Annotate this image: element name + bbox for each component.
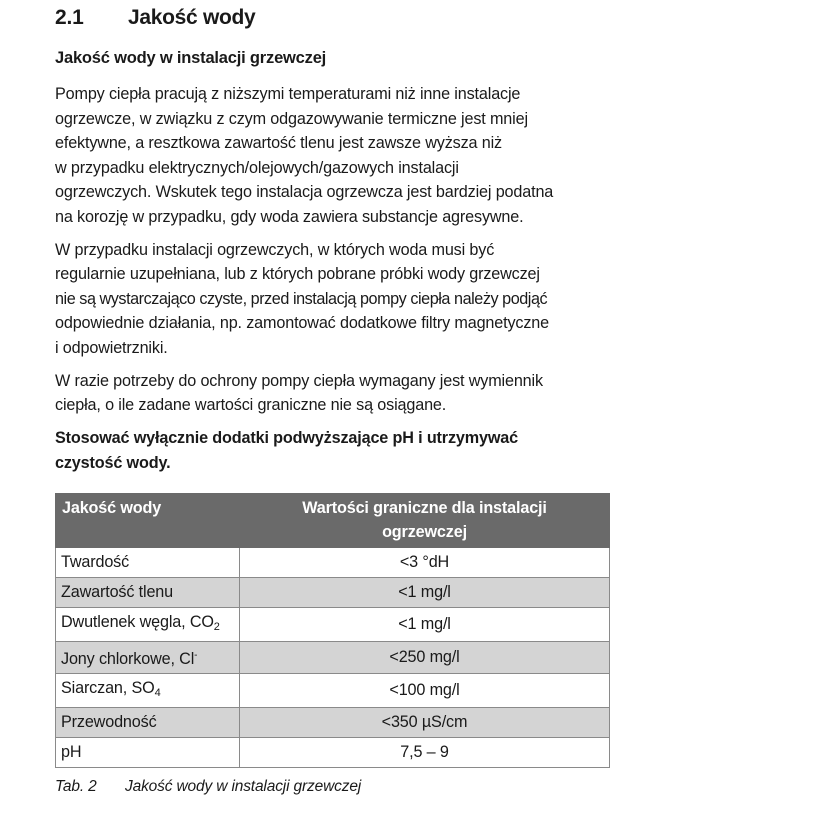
paragraph-line: ogrzewcze, w związku z czym odgazowywanie termiczne jest mniej [55, 109, 528, 128]
header-water-quality: Jakość wody [56, 493, 240, 547]
section-title: Jakość wody [128, 6, 256, 29]
subscript: 2 [213, 620, 220, 633]
paragraph-line: w przypadku elektrycznych/olejowych/gazowych instalacji [55, 158, 459, 177]
row-value: <250 mg/l [240, 641, 610, 673]
paragraph-line: efektywne, a resztkowa zawartość tlenu jest zawsze wyższa niż [55, 134, 502, 153]
header-limit-line-1: Wartości graniczne dla instalacji [302, 498, 547, 517]
parameter-text: Dwutlenek węgla, CO [61, 612, 214, 631]
paragraph-line: ciepła, o ile zadane wartości graniczne nie są osiągane. [55, 396, 447, 415]
section-heading [55, 6, 615, 38]
table-header-row [56, 493, 610, 547]
caption-label: Tab. 2 [55, 777, 97, 795]
header-limit-values [240, 493, 610, 547]
table-row [56, 673, 610, 707]
row-parameter [56, 641, 240, 673]
parameter-text: Jony chlorkowe, Cl [61, 649, 195, 668]
table-row [56, 641, 610, 673]
header-limit-line-2: ogrzewczej [382, 522, 467, 541]
paragraph-line: ogrzewczych. Wskutek tego instalacja ogrzewcza jest bardziej podatna [55, 183, 554, 202]
row-value: <1 mg/l [240, 607, 610, 641]
row-value: <3 °dH [240, 547, 610, 577]
parameter-text: Siarczan, SO [61, 678, 155, 697]
paragraph-line: na korozję w przypadku, gdy woda zawiera substancje agresywne. [55, 207, 524, 226]
paragraph-line: odpowiednie działania, np. zamontować dodatkowe filtry magnetyczne [55, 314, 550, 333]
paragraph-3 [55, 369, 615, 418]
caption-text: Jakość wody w instalacji grzewczej [125, 777, 362, 795]
paragraph-line: Pompy ciepła pracują z niższymi temperaturami niż inne instalacje [55, 85, 521, 103]
table-row [56, 737, 610, 767]
row-parameter: Przewodność [56, 707, 240, 737]
section-number: 2.1 [55, 6, 84, 29]
paragraph-line: i odpowietrzniki. [55, 338, 168, 357]
paragraph-line: W razie potrzeby do ochrony pompy ciepła wymagany jest wymiennik [55, 371, 543, 390]
superscript: - [194, 649, 198, 661]
table-row [56, 547, 610, 577]
row-value: <100 mg/l [240, 673, 610, 707]
table-row [56, 707, 610, 737]
bold-note [55, 426, 615, 476]
row-parameter: Zawartość tlenu [56, 577, 240, 607]
note-line: Stosować wyłącznie dodatki podwyższające pH i utrzymywać [55, 428, 518, 447]
note-line: czystość wody. [55, 453, 171, 472]
subscript: 4 [154, 686, 161, 699]
water-quality-table [55, 493, 610, 768]
document-page [55, 0, 615, 796]
paragraph-2 [55, 238, 615, 361]
row-parameter [56, 673, 240, 707]
row-value: 7,5 – 9 [240, 737, 610, 767]
table-row [56, 577, 610, 607]
subheading: Jakość wody w instalacji grzewczej [55, 49, 327, 67]
paragraph-line: W przypadku instalacji ogrzewczych, w których woda musi być [55, 240, 495, 259]
paragraph-line: regularnie uzupełniana, lub z których pobrane próbki wody grzewczej [55, 265, 540, 284]
row-value: <1 mg/l [240, 577, 610, 607]
row-parameter: pH [56, 737, 240, 767]
table-caption [55, 778, 615, 796]
row-parameter [56, 607, 240, 641]
row-parameter: Twardość [56, 547, 240, 577]
paragraph-1 [55, 82, 615, 230]
row-value: <350 µS/cm [240, 707, 610, 737]
table-row [56, 607, 610, 641]
paragraph-line: nie są wystarczająco czyste, przed instalacją pompy ciepła należy podjąć [55, 289, 548, 308]
